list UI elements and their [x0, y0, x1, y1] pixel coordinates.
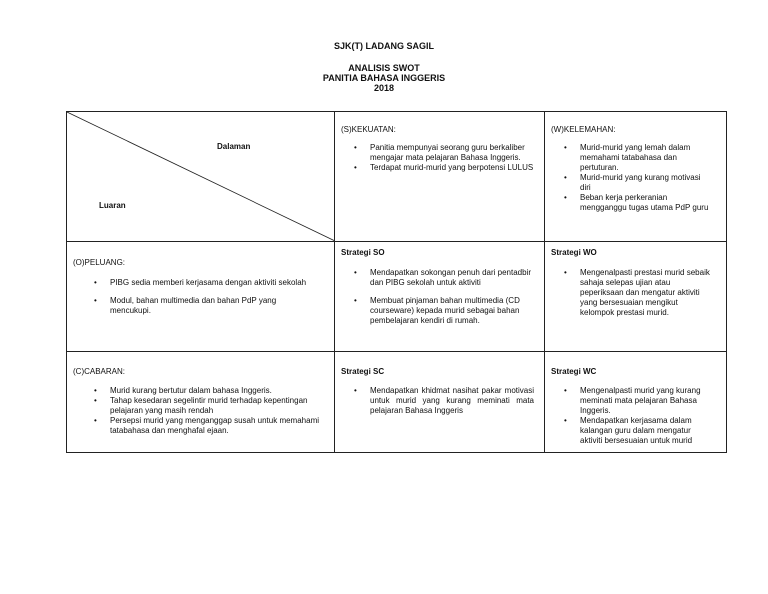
doc-year: 2018 — [373, 83, 395, 93]
strengths-heading: (S)KEKUATAN: — [341, 125, 396, 134]
list-item: • Modul, bahan multimedia dan bahan PdP yang mencukupi. — [110, 296, 328, 316]
strategy-wo-heading: Strategi WO — [551, 248, 597, 257]
list-item: • PIBG sedia memberi kerjasama dengan aktiviti sekolah — [110, 278, 328, 288]
list-item: • Murid-murid yang lemah dalam memahami tatabahasa dan pertuturan. — [580, 143, 712, 173]
list-item: • Panitia mempunyai seorang guru berkaliber mengajar mata pelajaran Bahasa Inggeris. — [370, 143, 538, 163]
weaknesses-cell — [545, 112, 727, 242]
swot-table — [66, 111, 727, 453]
doc-title: ANALISIS SWOT — [348, 63, 420, 73]
threats-cell — [67, 352, 335, 453]
list-item: • Murid kurang bertutur dalam bahasa Inggeris. — [110, 386, 324, 396]
list-item: • Persepsi murid yang menganggap susah untuk memahami tatabahasa dan menghafal ejaan. — [110, 416, 324, 436]
internal-label: Dalaman — [217, 142, 251, 151]
strategy-so-heading: Strategi SO — [341, 248, 385, 257]
strategy-wc-heading: Strategi WC — [551, 367, 597, 376]
strategy-sc-cell — [335, 352, 545, 453]
doc-subtitle: PANITIA BAHASA INGGERIS — [322, 73, 446, 83]
strategy-wo-cell — [545, 242, 727, 352]
list-item: • Tahap kesedaran segelintir murid terhadap kepentingan pelajaran yang masih rendah — [110, 396, 324, 416]
list-item: • Beban kerja perkeranian mengganggu tugas utama PdP guru — [580, 193, 712, 213]
list-item: • Terdapat murid-murid yang berpotensi LULUS — [370, 163, 538, 173]
strategy-sc-heading: Strategi SC — [341, 367, 385, 376]
list-item: • Mendapatkan khidmat nasihat pakar motivasi untuk murid yang kurang meminati mata pelajaran Bahasa Inggeris — [370, 386, 534, 416]
list-item: • Mengenalpasti prestasi murid sebaik sahaja selepas ujian atau peperiksaan dan mengatur aktiviti yang bersesuaian mengikut kelompok prestasi murid. — [580, 268, 710, 318]
external-label: Luaran — [99, 201, 126, 210]
list-item: • Membuat pinjaman bahan multimedia (CD courseware) kepada murid sebagai bahan pembelajaran kendiri di rumah. — [370, 296, 538, 326]
opportunities-cell — [67, 242, 335, 352]
list-item: • Mengenalpasti murid yang kurang meminati mata pelajaran Bahasa Inggeris. — [580, 386, 708, 416]
corner-cell — [67, 112, 335, 242]
threats-heading: (C)CABARAN: — [73, 367, 126, 376]
strategy-wc-cell — [545, 352, 727, 453]
school-name: SJK(T) LADANG SAGIL — [334, 41, 434, 51]
weaknesses-heading: (W)KELEMAHAN: — [551, 125, 616, 134]
list-item: • Murid-murid yang kurang motivasi diri — [580, 173, 712, 193]
strategy-so-cell — [335, 242, 545, 352]
list-item: • Mendapatkan kerjasama dalam kalangan guru dalam mengatur aktiviti bersesuaian untuk murid — [580, 416, 708, 446]
corner-diagonal — [67, 112, 335, 241]
opportunities-heading: (O)PELUANG: — [73, 258, 126, 267]
strengths-cell — [335, 112, 545, 242]
list-item: • Mendapatkan sokongan penuh dari pentadbir dan PIBG sekolah untuk aktiviti — [370, 268, 538, 288]
